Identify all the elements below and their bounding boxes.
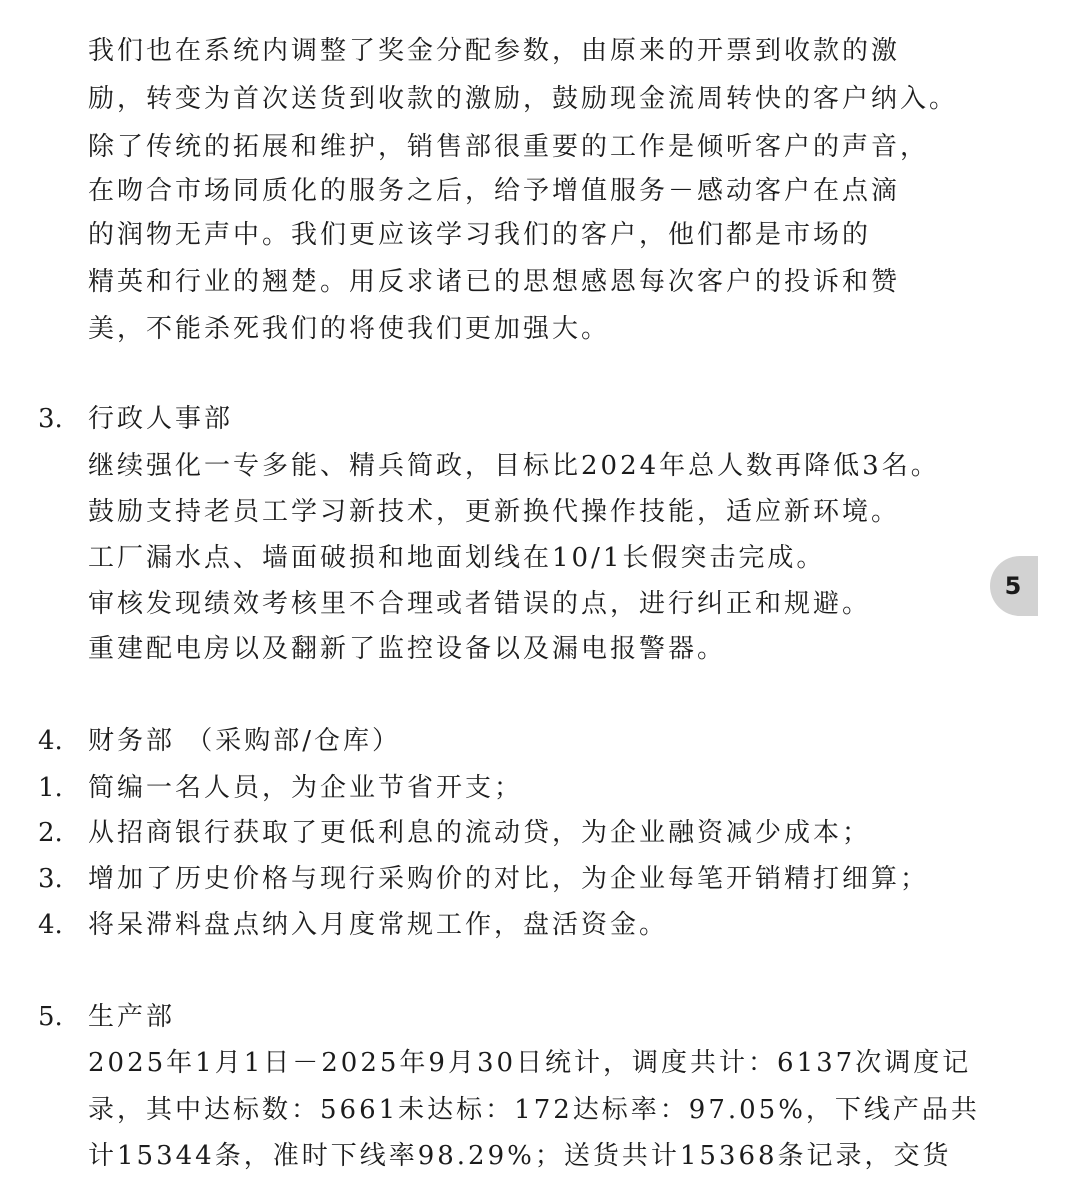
intro-line: 励，转变为首次送货到收款的激励，鼓励现金流周转快的客户纳入。 — [88, 84, 959, 114]
section-title: 生产部 — [88, 1002, 176, 1032]
list-item: 增加了历史价格与现行采购价的对比，为企业每笔开销精打细算； — [88, 864, 930, 894]
list-item-number: 2. — [38, 818, 63, 848]
section-line: 录，其中达标数：5661未达标：172达标率：97.05%，下线产品共 — [88, 1095, 980, 1125]
section-title: 财务部 （采购部/仓库） — [88, 726, 402, 756]
section-line: 2025年1月1日－2025年9月30日统计，调度共计：6137次调度记 — [88, 1048, 972, 1078]
intro-line: 我们也在系统内调整了奖金分配参数，由原来的开票到收款的激 — [88, 36, 901, 66]
list-item: 简编一名人员，为企业节省开支； — [88, 773, 524, 803]
list-item: 从招商银行获取了更低利息的流动贷，为企业融资减少成本； — [88, 818, 872, 848]
section-number: 5. — [38, 1002, 63, 1032]
intro-line: 除了传统的拓展和维护，销售部很重要的工作是倾听客户的声音， — [88, 132, 930, 162]
list-item: 将呆滞料盘点纳入月度常规工作，盘活资金。 — [88, 910, 669, 940]
section-line: 工厂漏水点、墙面破损和地面划线在10/1长假突击完成。 — [88, 543, 826, 573]
list-item-number: 3. — [38, 864, 63, 894]
section-number: 4. — [38, 726, 63, 756]
list-item-number: 4. — [38, 910, 63, 940]
page-number: 5 — [1004, 572, 1022, 600]
section-line: 审核发现绩效考核里不合理或者错误的点，进行纠正和规避。 — [88, 589, 872, 619]
list-item-number: 1. — [38, 773, 63, 803]
section-line: 重建配电房以及翻新了监控设备以及漏电报警器。 — [88, 634, 727, 664]
intro-line: 美，不能杀死我们的将使我们更加强大。 — [88, 314, 611, 344]
intro-line: 在吻合市场同质化的服务之后，给予增值服务－感动客户在点滴 — [88, 176, 901, 206]
section-title: 行政人事部 — [88, 404, 234, 434]
intro-line: 精英和行业的翘楚。用反求诸已的思想感恩每次客户的投诉和赞 — [88, 267, 901, 297]
section-line: 计15344条，准时下线率98.29%；送货共计15368条记录，交货 — [88, 1141, 952, 1171]
section-line: 继续强化一专多能、精兵简政，目标比2024年总人数再降低3名。 — [88, 451, 940, 481]
section-line: 鼓励支持老员工学习新技术，更新换代操作技能，适应新环境。 — [88, 497, 901, 527]
intro-line: 的润物无声中。我们更应该学习我们的客户，他们都是市场的 — [88, 220, 872, 250]
section-number: 3. — [38, 404, 63, 434]
